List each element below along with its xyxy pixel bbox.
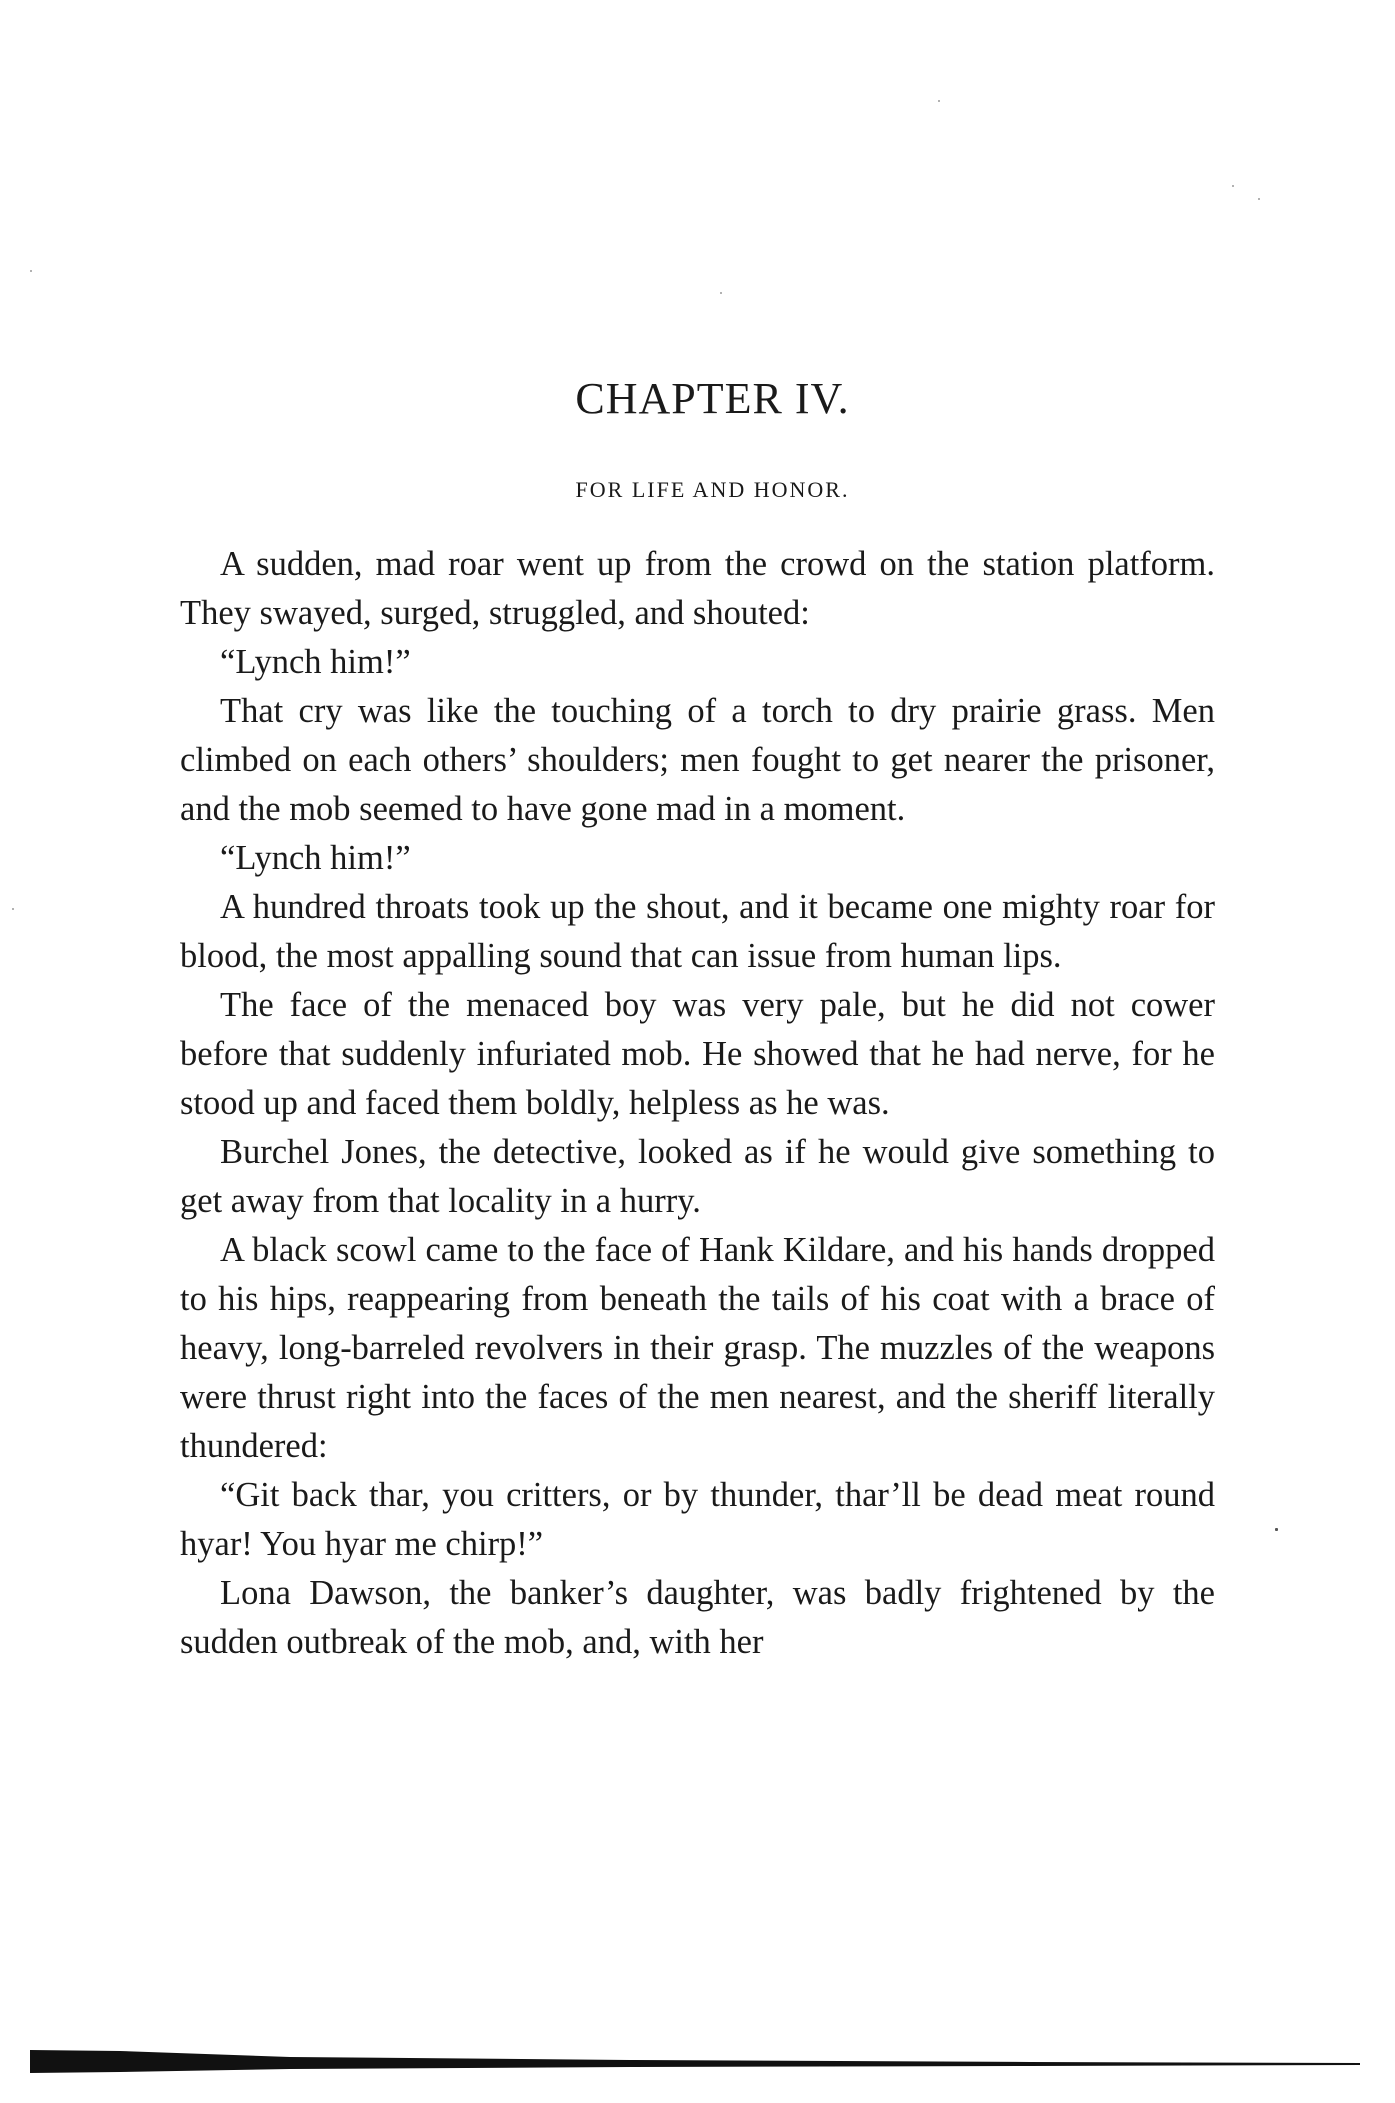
paper-speck	[938, 100, 940, 102]
paragraph: A hundred throats took up the shout, and it became one mighty roar for blood, the most appalling sound that can issue from human lips.	[180, 888, 1215, 975]
paragraph: “Lynch him!”	[220, 643, 411, 681]
paragraph: “Lynch him!”	[220, 839, 411, 877]
chapter-subtitle: FOR LIFE AND HONOR.	[575, 477, 850, 502]
paragraph: That cry was like the touching of a torch to dry prairie grass. Men climbed on each others’ shoulders; men fought to get nearer the prisoner, and the mob seemed to have gone mad in a moment.	[180, 692, 1215, 828]
chapter-body	[180, 540, 1215, 1667]
paragraph: “Git back thar, you critters, or by thunder, thar’ll be dead meat round hyar! You hyar me chirp!”	[180, 1476, 1215, 1563]
paper-speck	[720, 292, 722, 294]
paragraph: A black scowl came to the face of Hank Kildare, and his hands dropped to his hips, reappearing from beneath the tails of his coat with a brace of heavy, long-barreled revolvers in their grasp. The muzzles of the weapons were thrust right into the faces of the men nearest, and the sheriff literally thundered:	[180, 1231, 1215, 1465]
paper-speck	[1258, 198, 1260, 200]
paper-speck	[30, 270, 32, 272]
page-bottom-rule	[30, 2048, 1360, 2074]
paragraph: A sudden, mad roar went up from the crowd on the station platform. They swayed, surged, struggled, and shouted:	[180, 545, 1215, 632]
paragraph: Lona Dawson, the banker’s daughter, was badly frightened by the sudden outbreak of the mob, and, with her	[180, 1574, 1215, 1661]
paragraph: Burchel Jones, the detective, looked as if he would give something to get away from that locality in a hurry.	[180, 1133, 1215, 1220]
paper-speck	[1275, 1528, 1278, 1531]
paragraph: The face of the menaced boy was very pale, but he did not cower before that suddenly infuriated mob. He showed that he had nerve, for he stood up and faced them boldly, helpless as he was.	[180, 986, 1215, 1122]
chapter-title: CHAPTER IV.	[575, 374, 850, 423]
paper-speck	[12, 908, 14, 910]
paper-speck	[1232, 185, 1234, 187]
